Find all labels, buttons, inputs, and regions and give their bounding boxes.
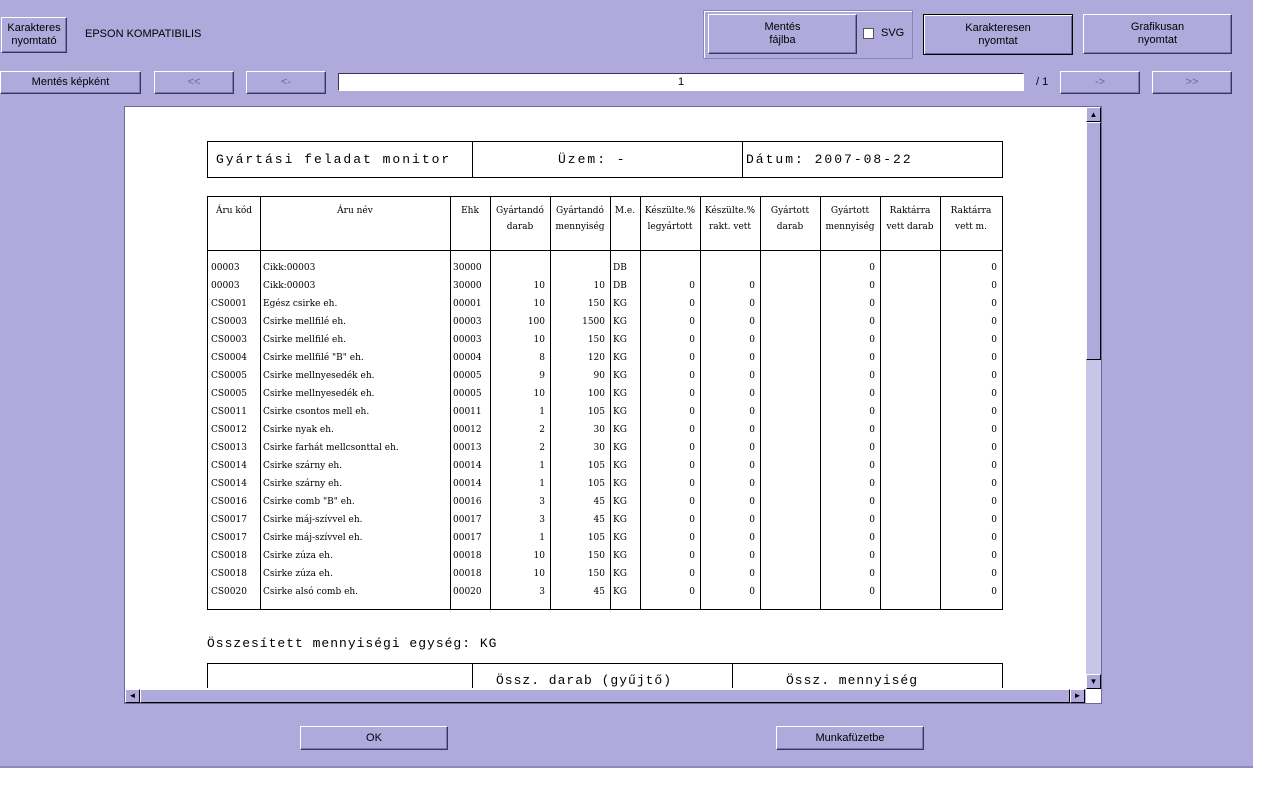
table-row	[208, 457, 1002, 475]
table-cell-gy-menny: 0	[869, 407, 875, 417]
printer-name: EPSON KOMPATIBILIS	[85, 28, 202, 40]
table-cell-ehk: 00013	[453, 443, 482, 453]
table-cell-g-db: 10	[533, 569, 545, 579]
table-cell-k-rakt: 0	[749, 317, 755, 327]
table-cell-gy-menny: 0	[869, 569, 875, 579]
table-cell-code: CS0018	[211, 551, 247, 561]
print-graphic-button[interactable]	[1083, 14, 1232, 54]
svg-checkbox-label: SVG	[881, 27, 905, 39]
table-cell-name: Csirke mellnyesedék eh.	[263, 371, 375, 381]
table-cell-ehk: 00018	[453, 569, 482, 579]
report-viewer[interactable]	[124, 106, 1102, 704]
table-cell-code: CS0001	[211, 299, 247, 309]
table-cell-g-db: 100	[527, 317, 545, 327]
table-cell-name: Csirke farhát mellcsonttal eh.	[263, 443, 399, 453]
table-cell-ehk: 00004	[453, 353, 482, 363]
report-header	[207, 141, 1003, 178]
table-cell-g-db: 1	[539, 407, 545, 417]
column-header: Gyártott mennyiség	[825, 206, 875, 232]
report-title: Gyártási feladat monitor	[216, 152, 452, 167]
summary-table	[207, 663, 1003, 688]
workbook-button-label: Munkafüzetbe	[815, 731, 885, 744]
report-page	[126, 108, 1086, 688]
char-printer-button[interactable]	[1, 17, 67, 53]
prev-page-button[interactable]	[246, 71, 326, 94]
table-row	[208, 475, 1002, 493]
first-page-button-label: <<	[187, 76, 201, 88]
table-cell-ehk: 00014	[453, 479, 482, 489]
table-cell-r-m: 0	[991, 515, 997, 525]
table-cell-me: KG	[613, 515, 627, 525]
report-plant: Üzem: -	[558, 152, 627, 167]
table-cell-k-rakt: 0	[749, 587, 755, 597]
table-cell-k-legy: 0	[689, 443, 695, 453]
table-row	[208, 403, 1002, 421]
report-table	[207, 196, 1003, 610]
table-cell-g-menny: 150	[587, 299, 605, 309]
table-cell-code: CS0011	[211, 407, 247, 417]
table-cell-r-m: 0	[991, 389, 997, 399]
table-cell-g-menny: 100	[587, 389, 605, 399]
page-number-input[interactable]: 1	[338, 73, 1024, 91]
column-header: M.e.	[614, 206, 636, 216]
ok-button-label: OK	[366, 731, 382, 744]
print-char-button[interactable]	[923, 14, 1073, 55]
table-cell-g-db: 3	[539, 587, 545, 597]
table-row	[208, 565, 1002, 583]
table-cell-code: CS0003	[211, 317, 247, 327]
prev-page-button-label: <-	[280, 76, 292, 88]
table-cell-ehk: 00005	[453, 371, 482, 381]
table-cell-r-m: 0	[991, 371, 997, 381]
table-cell-me: KG	[613, 479, 627, 489]
table-cell-g-db: 2	[539, 425, 545, 435]
summary-col-count: Össz. darab (gyűjtő)	[496, 673, 673, 688]
table-cell-g-db: 3	[539, 497, 545, 507]
column-header: Áru kód	[215, 206, 253, 216]
scroll-down-button[interactable]: ▼	[1086, 674, 1101, 689]
save-as-image-button[interactable]	[0, 71, 141, 94]
table-row	[208, 511, 1002, 529]
table-cell-g-menny: 150	[587, 569, 605, 579]
table-cell-gy-menny: 0	[869, 425, 875, 435]
table-cell-k-legy: 0	[689, 371, 695, 381]
table-cell-name: Cikk:00003	[263, 281, 316, 291]
scroll-right-button[interactable]: ►	[1070, 689, 1085, 703]
first-page-button[interactable]	[154, 71, 234, 94]
print-graphic-button-label: Grafikusan nyomtat	[1130, 21, 1185, 46]
table-cell-ehk: 00012	[453, 425, 482, 435]
table-cell-ehk: 00011	[453, 407, 482, 417]
table-cell-me: KG	[613, 371, 627, 381]
table-cell-me: KG	[613, 389, 627, 399]
table-cell-name: Csirke alsó comb eh.	[263, 587, 359, 597]
table-cell-code: CS0017	[211, 533, 247, 543]
table-row	[208, 439, 1002, 457]
table-cell-g-menny: 105	[587, 461, 605, 471]
table-cell-r-m: 0	[991, 479, 997, 489]
table-cell-g-menny: 120	[587, 353, 605, 363]
table-row	[208, 367, 1002, 385]
table-cell-me: KG	[613, 569, 627, 579]
table-row	[208, 331, 1002, 349]
table-cell-g-menny: 10	[593, 281, 605, 291]
table-cell-k-legy: 0	[689, 281, 695, 291]
table-cell-g-db: 9	[539, 371, 545, 381]
table-cell-gy-menny: 0	[869, 479, 875, 489]
table-cell-ehk: 00003	[453, 317, 482, 327]
table-cell-me: DB	[613, 281, 627, 291]
last-page-button[interactable]	[1152, 71, 1232, 94]
horizontal-scroll-thumb[interactable]	[140, 689, 1070, 703]
table-cell-g-db: 1	[539, 479, 545, 489]
scroll-left-button[interactable]: ◄	[125, 689, 140, 703]
table-cell-code: CS0012	[211, 425, 247, 435]
table-cell-ehk: 00017	[453, 515, 482, 525]
table-cell-name: Csirke comb "B" eh.	[263, 497, 355, 507]
table-cell-r-m: 0	[991, 443, 997, 453]
table-cell-k-rakt: 0	[749, 461, 755, 471]
table-cell-r-m: 0	[991, 461, 997, 471]
table-cell-gy-menny: 0	[869, 371, 875, 381]
table-cell-code: CS0018	[211, 569, 247, 579]
table-cell-ehk: 00018	[453, 551, 482, 561]
table-cell-gy-menny: 0	[869, 317, 875, 327]
table-cell-g-menny: 105	[587, 533, 605, 543]
table-cell-me: KG	[613, 461, 627, 471]
table-cell-ehk: 00003	[453, 335, 482, 345]
table-cell-name: Csirke zúza eh.	[263, 551, 333, 561]
table-row	[208, 529, 1002, 547]
scroll-up-button[interactable]: ▲	[1086, 107, 1101, 122]
table-cell-r-m: 0	[991, 317, 997, 327]
table-cell-name: Csirke mellnyesedék eh.	[263, 389, 375, 399]
table-cell-ehk: 00005	[453, 389, 482, 399]
table-cell-me: KG	[613, 443, 627, 453]
svg-checkbox[interactable]	[863, 28, 874, 39]
table-cell-k-legy: 0	[689, 533, 695, 543]
table-cell-ehk: 00014	[453, 461, 482, 471]
table-cell-gy-menny: 0	[869, 263, 875, 273]
table-row	[208, 421, 1002, 439]
table-cell-k-legy: 0	[689, 497, 695, 507]
table-cell-name: Csirke mellfilé eh.	[263, 317, 346, 327]
table-cell-g-db: 8	[539, 353, 545, 363]
table-cell-k-rakt: 0	[749, 299, 755, 309]
table-cell-k-rakt: 0	[749, 443, 755, 453]
table-cell-me: KG	[613, 299, 627, 309]
table-cell-me: KG	[613, 497, 627, 507]
column-header: Készülte.% rakt. vett	[704, 206, 756, 232]
table-cell-me: KG	[613, 353, 627, 363]
table-cell-r-m: 0	[991, 281, 997, 291]
table-cell-name: Egész csirke eh.	[263, 299, 338, 309]
table-cell-name: Csirke szárny eh.	[263, 461, 343, 471]
table-cell-g-db: 10	[533, 389, 545, 399]
table-cell-k-rakt: 0	[749, 425, 755, 435]
table-cell-r-m: 0	[991, 587, 997, 597]
table-cell-r-m: 0	[991, 551, 997, 561]
table-cell-me: KG	[613, 317, 627, 327]
table-cell-me: KG	[613, 407, 627, 417]
table-cell-k-legy: 0	[689, 317, 695, 327]
table-cell-k-legy: 0	[689, 569, 695, 579]
save-as-image-button-label: Mentés képként	[31, 76, 110, 88]
table-cell-k-rakt: 0	[749, 533, 755, 543]
table-cell-ehk: 30000	[453, 281, 482, 291]
table-cell-g-db: 10	[533, 299, 545, 309]
table-cell-code: CS0003	[211, 335, 247, 345]
total-pages: / 1	[1036, 76, 1049, 88]
ok-button[interactable]	[300, 726, 448, 750]
table-row	[208, 277, 1002, 295]
column-header: Áru név	[337, 206, 373, 216]
table-cell-k-legy: 0	[689, 353, 695, 363]
column-header: Gyártandó mennyiség	[555, 206, 605, 232]
table-cell-k-rakt: 0	[749, 353, 755, 363]
table-cell-r-m: 0	[991, 299, 997, 309]
vertical-scroll-track[interactable]	[1086, 360, 1101, 674]
table-cell-code: CS0014	[211, 479, 247, 489]
table-row	[208, 493, 1002, 511]
table-cell-me: DB	[613, 263, 627, 273]
table-cell-gy-menny: 0	[869, 461, 875, 471]
table-cell-code: 00003	[211, 263, 240, 273]
summary-unit-label: Összesített mennyiségi egység: KG	[207, 636, 498, 651]
table-cell-g-menny: 90	[593, 371, 605, 381]
table-cell-gy-menny: 0	[869, 353, 875, 363]
table-cell-g-menny: 150	[587, 551, 605, 561]
table-cell-name: Csirke mellfilé "B" eh.	[263, 353, 364, 363]
table-cell-r-m: 0	[991, 497, 997, 507]
table-cell-k-rakt: 0	[749, 371, 755, 381]
table-cell-name: Csirke nyak eh.	[263, 425, 334, 435]
table-cell-r-m: 0	[991, 353, 997, 363]
table-cell-r-m: 0	[991, 407, 997, 417]
table-cell-k-rakt: 0	[749, 389, 755, 399]
workbook-button[interactable]	[776, 726, 924, 750]
vertical-scroll-thumb[interactable]	[1086, 122, 1101, 360]
table-cell-gy-menny: 0	[869, 551, 875, 561]
table-cell-g-db: 10	[533, 281, 545, 291]
table-row	[208, 547, 1002, 565]
table-cell-r-m: 0	[991, 335, 997, 345]
table-cell-r-m: 0	[991, 425, 997, 435]
table-cell-k-rakt: 0	[749, 497, 755, 507]
table-cell-g-menny: 150	[587, 335, 605, 345]
table-cell-me: KG	[613, 551, 627, 561]
table-cell-name: Csirke mellfilé eh.	[263, 335, 346, 345]
table-cell-gy-menny: 0	[869, 515, 875, 525]
vertical-scrollbar[interactable]	[1086, 107, 1101, 689]
table-cell-k-rakt: 0	[749, 479, 755, 489]
table-cell-r-m: 0	[991, 533, 997, 543]
table-cell-g-menny: 105	[587, 407, 605, 417]
table-cell-ehk: 30000	[453, 263, 482, 273]
table-cell-k-legy: 0	[689, 551, 695, 561]
table-row	[208, 259, 1002, 277]
table-cell-g-menny: 30	[593, 425, 605, 435]
char-printer-button-label: Karakteres nyomtató	[7, 22, 61, 47]
table-cell-code: CS0005	[211, 389, 247, 399]
table-cell-code: CS0017	[211, 515, 247, 525]
table-cell-code: CS0013	[211, 443, 247, 453]
table-cell-name: Cikk:00003	[263, 263, 316, 273]
table-cell-r-m: 0	[991, 263, 997, 273]
table-cell-k-legy: 0	[689, 407, 695, 417]
column-header: Gyártott darab	[770, 206, 810, 232]
table-cell-k-rakt: 0	[749, 281, 755, 291]
table-cell-me: KG	[613, 335, 627, 345]
table-cell-g-menny: 30	[593, 443, 605, 453]
table-cell-k-rakt: 0	[749, 569, 755, 579]
table-cell-g-menny: 105	[587, 479, 605, 489]
save-to-file-button-label: Mentés fájlba	[764, 21, 801, 46]
table-cell-g-db: 2	[539, 443, 545, 453]
table-cell-gy-menny: 0	[869, 533, 875, 543]
table-cell-k-legy: 0	[689, 389, 695, 399]
column-header: Ehk	[461, 206, 479, 216]
table-cell-k-legy: 0	[689, 479, 695, 489]
table-cell-g-db: 1	[539, 533, 545, 543]
table-cell-me: KG	[613, 587, 627, 597]
table-cell-g-db: 10	[533, 551, 545, 561]
table-cell-code: CS0014	[211, 461, 247, 471]
table-cell-k-rakt: 0	[749, 551, 755, 561]
table-cell-gy-menny: 0	[869, 497, 875, 507]
table-cell-name: Csirke máj-szívvel eh.	[263, 533, 363, 543]
table-cell-g-menny: 45	[593, 515, 605, 525]
table-cell-gy-menny: 0	[869, 587, 875, 597]
table-cell-k-legy: 0	[689, 587, 695, 597]
table-cell-g-db: 10	[533, 335, 545, 345]
table-row	[208, 349, 1002, 367]
window-bottom-edge	[0, 766, 1253, 768]
report-date: Dátum: 2007-08-22	[746, 152, 913, 167]
table-cell-gy-menny: 0	[869, 389, 875, 399]
table-cell-code: CS0005	[211, 371, 247, 381]
table-row	[208, 295, 1002, 313]
table-cell-me: KG	[613, 533, 627, 543]
table-cell-gy-menny: 0	[869, 335, 875, 345]
table-cell-k-rakt: 0	[749, 515, 755, 525]
table-cell-code: CS0020	[211, 587, 247, 597]
next-page-button[interactable]	[1060, 71, 1140, 94]
table-cell-gy-menny: 0	[869, 299, 875, 309]
table-cell-g-db: 1	[539, 461, 545, 471]
table-row	[208, 385, 1002, 403]
table-cell-name: Csirke szárny eh.	[263, 479, 343, 489]
table-cell-me: KG	[613, 425, 627, 435]
table-cell-gy-menny: 0	[869, 443, 875, 453]
horizontal-scrollbar[interactable]	[125, 689, 1086, 703]
next-page-button-label: ->	[1094, 76, 1106, 88]
column-header: Raktárra vett darab	[886, 206, 934, 232]
table-cell-r-m: 0	[991, 569, 997, 579]
table-row	[208, 313, 1002, 331]
table-cell-code: CS0016	[211, 497, 247, 507]
table-cell-code: 00003	[211, 281, 240, 291]
table-cell-k-legy: 0	[689, 461, 695, 471]
table-cell-k-legy: 0	[689, 515, 695, 525]
column-header: Készülte.% legyártott	[644, 206, 696, 232]
table-cell-g-db: 3	[539, 515, 545, 525]
table-cell-g-menny: 45	[593, 497, 605, 507]
column-header: Raktárra vett m.	[950, 206, 992, 232]
table-cell-ehk: 00017	[453, 533, 482, 543]
summary-col-quantity: Össz. mennyiség	[786, 673, 919, 688]
table-cell-k-rakt: 0	[749, 407, 755, 417]
table-cell-k-legy: 0	[689, 335, 695, 345]
table-cell-ehk: 00016	[453, 497, 482, 507]
print-char-button-label: Karakteresen nyomtat	[965, 21, 1031, 47]
table-cell-code: CS0004	[211, 353, 247, 363]
table-cell-k-rakt: 0	[749, 335, 755, 345]
last-page-button-label: >>	[1185, 76, 1199, 88]
table-cell-g-menny: 45	[593, 587, 605, 597]
table-cell-ehk: 00001	[453, 299, 482, 309]
table-cell-ehk: 00020	[453, 587, 482, 597]
table-cell-g-menny: 1500	[582, 317, 605, 327]
table-cell-name: Csirke máj-szívvel eh.	[263, 515, 363, 525]
save-to-file-button[interactable]	[708, 14, 857, 54]
column-header: Gyártandó darab	[496, 206, 544, 232]
table-cell-gy-menny: 0	[869, 281, 875, 291]
table-cell-k-legy: 0	[689, 299, 695, 309]
table-cell-name: Csirke csontos mell eh.	[263, 407, 370, 417]
table-cell-k-legy: 0	[689, 425, 695, 435]
table-cell-name: Csirke zúza eh.	[263, 569, 333, 579]
table-row	[208, 583, 1002, 601]
